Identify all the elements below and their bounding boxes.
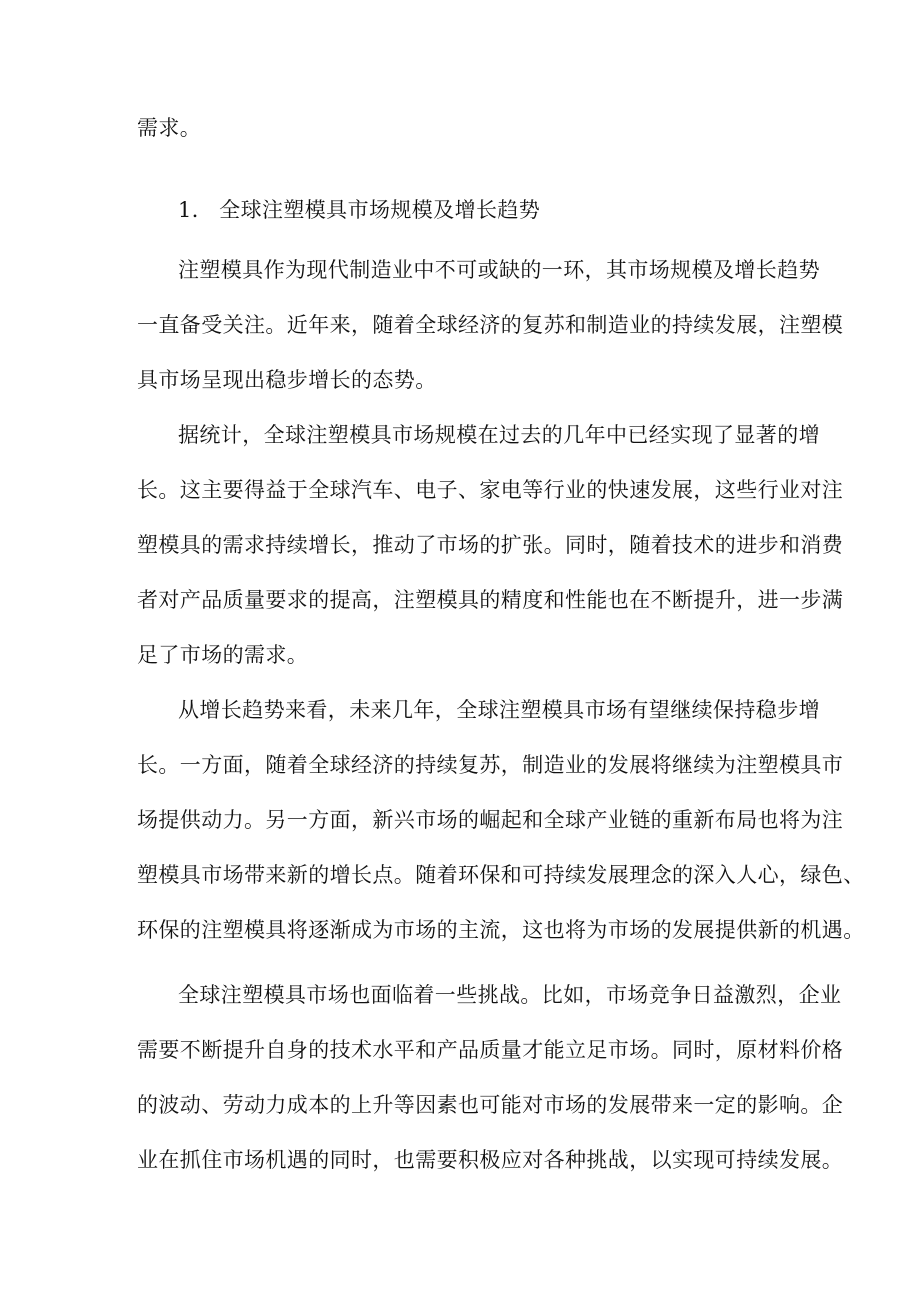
paragraph-line: 从增长趋势来看，未来几年，全球注塑模具市场有望继续保持稳步增 xyxy=(178,698,820,722)
paragraph-line: 全球注塑模具市场也面临着一些挑战。比如，市场竞争日益激烈，企业 xyxy=(178,983,842,1007)
paragraph-line: 注塑模具作为现代制造业中不可或缺的一环，其市场规模及增长趋势 xyxy=(178,258,820,282)
continuation-text: 需求。 xyxy=(137,116,202,140)
section-title: 全球注塑模具市场规模及增长趋势 xyxy=(219,198,541,222)
paragraph-line: 需要不断提升自身的技术水平和产品质量才能立足市场。同时，原材料价格 xyxy=(137,1038,844,1062)
paragraph-line: 长。这主要得益于全球汽车、电子、家电等行业的快速发展，这些行业对注 xyxy=(137,478,844,502)
paragraph-line: 具市场呈现出稳步增长的态势。 xyxy=(137,368,437,392)
paragraph-line: 塑模具市场带来新的增长点。随着环保和可持续发展理念的深入人心，绿色、 xyxy=(137,863,865,887)
paragraph-line: 据统计，全球注塑模具市场规模在过去的几年中已经实现了显著的增 xyxy=(178,423,820,447)
paragraph-line: 者对产品质量要求的提高，注塑模具的精度和性能也在不断提升，进一步满 xyxy=(137,588,844,612)
paragraph-line: 的波动、劳动力成本的上升等因素也可能对市场的发展带来一定的影响。企 xyxy=(137,1093,844,1117)
paragraph-line: 环保的注塑模具将逐渐成为市场的主流，这也将为市场的发展提供新的机遇。 xyxy=(137,918,865,942)
paragraph-line: 长。一方面，随着全球经济的持续复苏，制造业的发展将继续为注塑模具市 xyxy=(137,753,844,777)
paragraph-line: 场提供动力。另一方面，新兴市场的崛起和全球产业链的重新布局也将为注 xyxy=(137,808,844,832)
section-number: 1． xyxy=(178,198,214,222)
paragraph-line: 塑模具的需求持续增长，推动了市场的扩张。同时，随着技术的进步和消费 xyxy=(137,533,844,557)
section-heading xyxy=(178,195,540,225)
paragraph-line: 业在抓住市场机遇的同时，也需要积极应对各种挑战，以实现可持续发展。 xyxy=(137,1148,844,1172)
paragraph-line: 足了市场的需求。 xyxy=(137,643,309,667)
paragraph-line: 一直备受关注。近年来，随着全球经济的复苏和制造业的持续发展，注塑模 xyxy=(137,313,844,337)
